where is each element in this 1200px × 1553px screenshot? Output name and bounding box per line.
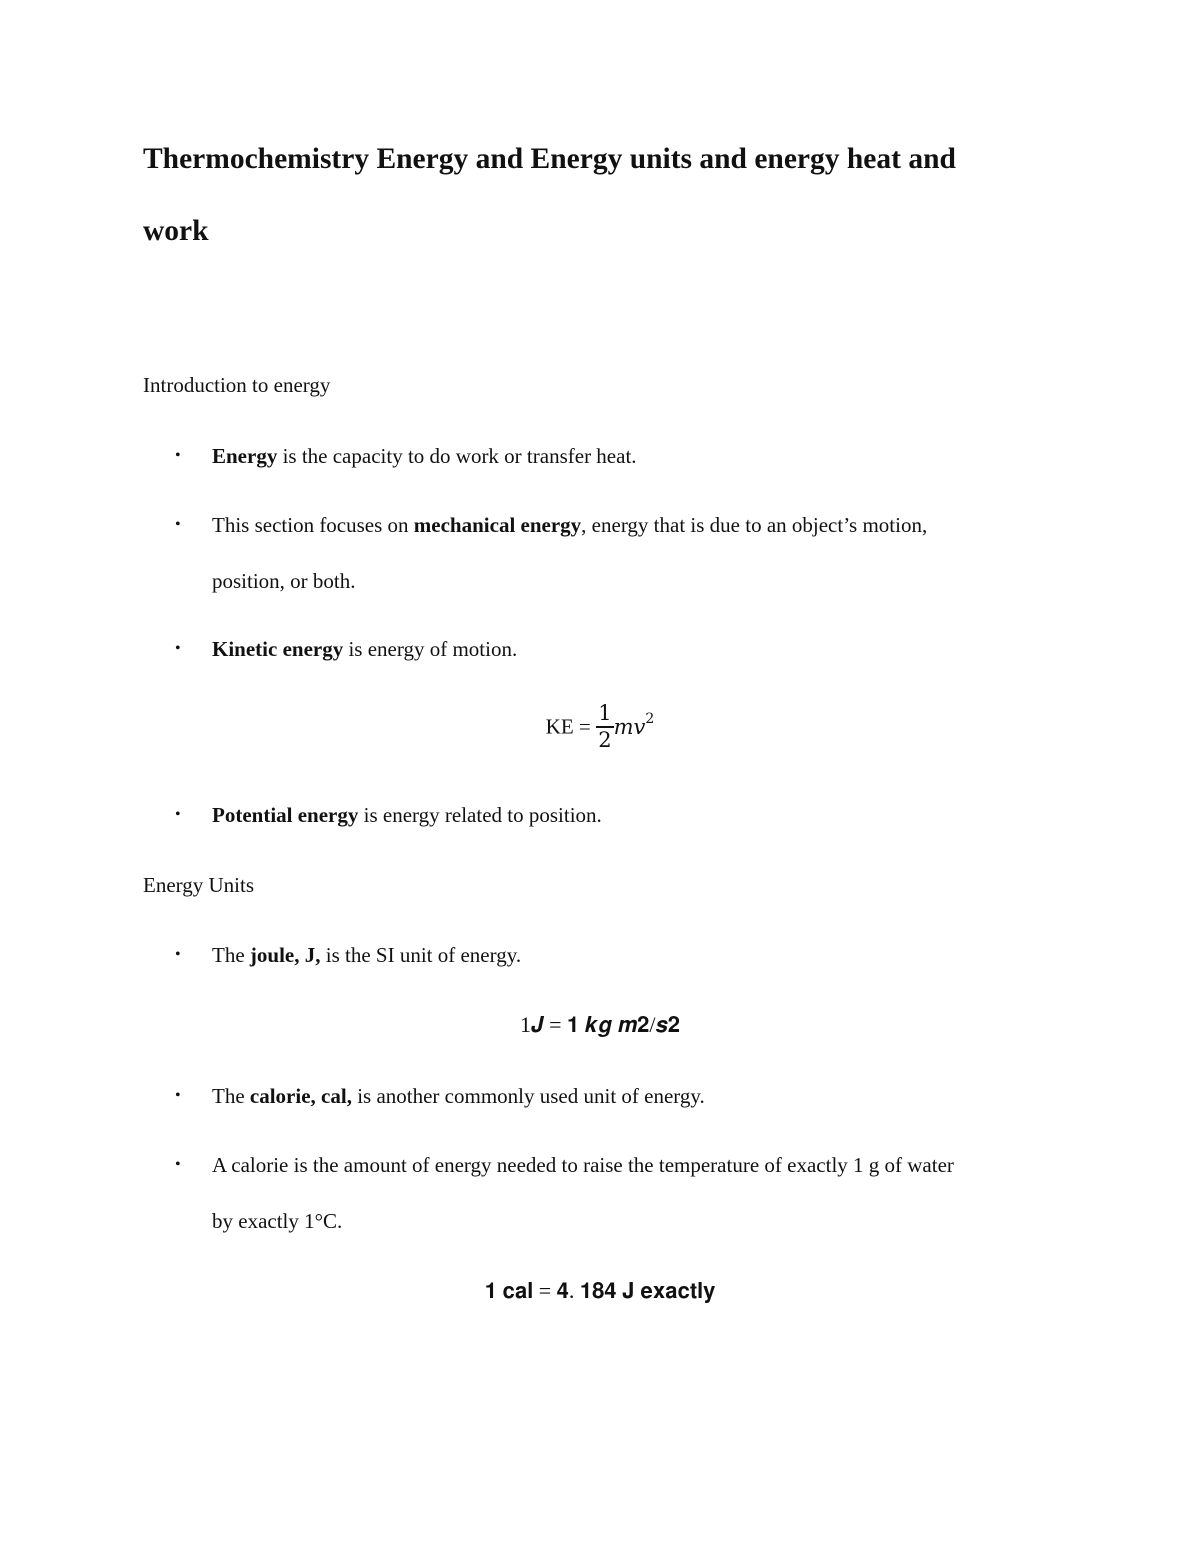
bullet-joule xyxy=(212,943,521,968)
term-joule: joule, J, xyxy=(249,943,321,967)
bullet-icon: • xyxy=(175,946,181,963)
term-calorie: calorie, cal, xyxy=(249,1084,352,1108)
bullet-text: is energy of motion. xyxy=(343,637,518,661)
bullet-kinetic-energy xyxy=(212,637,517,662)
fraction-denominator: 2 xyxy=(598,728,612,752)
section-heading-introduction: Introduction to energy xyxy=(143,373,331,397)
bullet-calorie xyxy=(212,1084,705,1109)
term-mechanical-energy: mechanical energy xyxy=(413,513,582,537)
bullet-icon: • xyxy=(175,1087,181,1104)
bullet-mechanical-energy-continuation: position, or both. xyxy=(212,569,356,593)
fraction xyxy=(596,703,613,751)
bullet-calorie-definition-continuation: by exactly 1°C. xyxy=(212,1209,343,1233)
document-title-line-2: work xyxy=(143,215,209,247)
bullet-text: The xyxy=(212,1084,250,1108)
bullet-icon: • xyxy=(175,516,181,533)
kinetic-energy-equation xyxy=(0,703,1200,751)
document-title-line-1: Thermochemistry Energy and Energy units and energy heat and xyxy=(143,143,956,175)
joule-equation: 1𝑱 = 𝟏 𝒌𝒈 𝒎𝟐/𝒔𝟐 xyxy=(520,1012,680,1037)
bullet-mechanical-energy xyxy=(212,513,927,538)
bullet-text: is the capacity to do work or transfer heat. xyxy=(277,444,637,468)
bullet-text: The xyxy=(212,943,250,967)
bullet-text: This section focuses on xyxy=(212,513,414,537)
bullet-text: is another commonly used unit of energy. xyxy=(351,1084,705,1108)
bullet-potential-energy xyxy=(212,803,602,828)
term-kinetic-energy: Kinetic energy xyxy=(212,637,344,661)
bullet-text: is the SI unit of energy. xyxy=(320,943,522,967)
bullet-calorie-definition: A calorie is the amount of energy needed to raise the temperature of exactly 1 g of water xyxy=(212,1153,954,1177)
bullet-icon: • xyxy=(175,447,181,464)
section-heading-energy-units: Energy Units xyxy=(143,873,255,897)
fraction-numerator: 1 xyxy=(596,703,613,728)
equation-lhs: KE = xyxy=(545,714,591,739)
bullet-text: , energy that is due to an object’s motion, xyxy=(581,513,928,537)
equation-variable: mv xyxy=(613,715,646,739)
calorie-equation: 𝟏 𝐜𝐚𝐥 = 𝟒. 𝟏𝟖𝟒 𝐉 𝐞𝐱𝐚𝐜𝐭𝐥𝐲 xyxy=(484,1278,716,1303)
bullet-icon: • xyxy=(175,806,181,823)
bullet-icon: • xyxy=(175,640,181,657)
bullet-text: is energy related to position. xyxy=(358,803,602,827)
bullet-energy-definition xyxy=(212,444,637,469)
equation-exponent: 2 xyxy=(645,711,655,728)
term-potential-energy: Potential energy xyxy=(212,803,359,827)
bullet-icon: • xyxy=(175,1156,181,1173)
term-energy: Energy xyxy=(212,444,278,468)
